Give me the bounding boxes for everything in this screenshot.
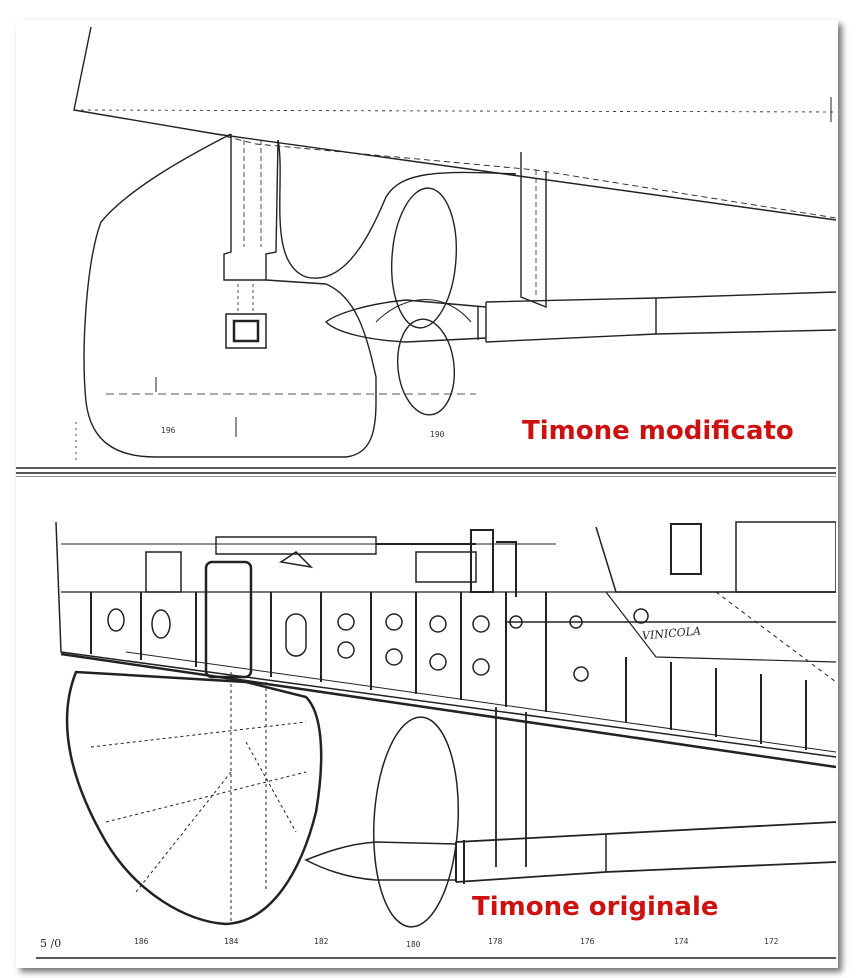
sheet-mark: 5 /0 [40, 937, 62, 950]
frame-label: 174 [674, 937, 689, 946]
vinicola-stamp: VINICOLA [641, 624, 702, 643]
original-rudder-caption: Timone originale [472, 892, 719, 922]
frame-label: 190 [430, 430, 445, 439]
frame-label: 180 [406, 940, 421, 949]
frame-label: 172 [764, 937, 779, 946]
frame-label: 176 [580, 937, 595, 946]
top-drawing-panel [16, 22, 836, 470]
frame-label: 186 [134, 937, 149, 946]
frame-label: 184 [224, 937, 239, 946]
bottom-drawing-panel [16, 482, 836, 962]
modified-rudder-drawing [16, 22, 836, 470]
panel-divider [16, 476, 836, 477]
panel-divider [16, 472, 836, 474]
frame-label: 182 [314, 937, 329, 946]
frame-label: 178 [488, 937, 503, 946]
modified-rudder-caption: Timone modificato [522, 416, 794, 446]
original-rudder-drawing [16, 482, 836, 962]
frame-label: 196 [161, 426, 176, 435]
hull-bottom-line [74, 27, 836, 220]
